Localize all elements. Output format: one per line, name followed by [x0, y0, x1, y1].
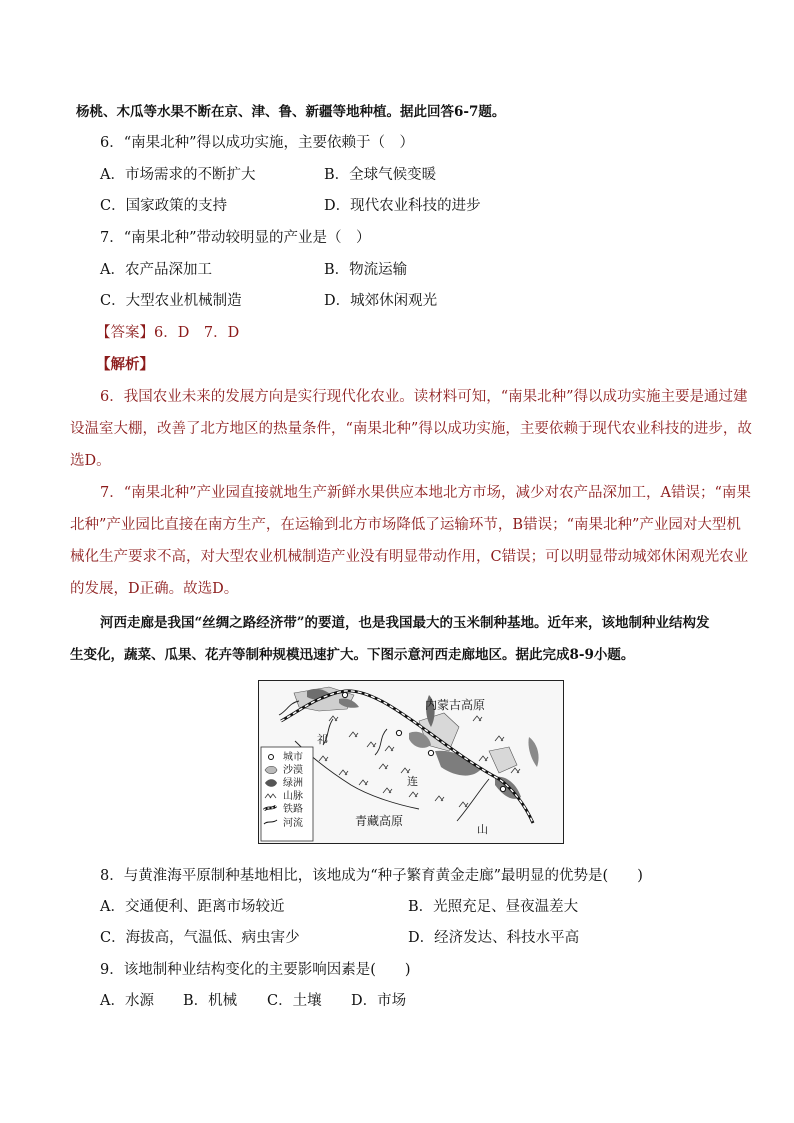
- legend-city: 城市: [283, 752, 303, 763]
- q7-option-c: C．大型农业机械制造: [100, 293, 242, 309]
- legend-river: 河流: [283, 818, 303, 829]
- answer-line: 【答案】6．D 7．D: [96, 325, 240, 341]
- q6-option-b: B．全球气候变暖: [324, 167, 437, 183]
- legend-oasis: 绿洲: [283, 778, 303, 789]
- q6-option-d: D．现代农业科技的进步: [324, 198, 481, 214]
- q9-stem: 9．该地制种业结构变化的主要影响因素是( ): [100, 962, 411, 978]
- material-line-2: 生变化，蔬菜、瓜果、花卉等制种规模迅速扩大。下图示意河西走廊地区。据此完成8-9小题。: [70, 647, 635, 663]
- q6-option-a: A．市场需求的不断扩大: [100, 167, 256, 183]
- q9-option-d: D．市场: [351, 993, 407, 1009]
- q8-option-c: C．海拔高，气温低、病虫害少: [100, 930, 300, 946]
- q8-option-b: B．光照充足、昼夜温差大: [408, 899, 579, 915]
- mountain-label-qi: 祁: [317, 733, 328, 746]
- region-label-qinghai-tibet: 青藏高原: [355, 814, 404, 828]
- legend-desert: 沙漠: [283, 765, 303, 776]
- intro-text: 杨桃、木瓜等水果不断在京、津、鲁、新疆等地种植。据此回答6-7题。: [76, 104, 506, 120]
- q8-stem: 8．与黄淮海平原制种基地相比，该地成为“种子繁育黄金走廊”最明显的优势是( ): [100, 868, 643, 884]
- q9-option-a: A．水源: [100, 993, 154, 1009]
- q7-option-a: A．农产品深加工: [100, 262, 212, 278]
- mountain-label-lian: 连: [407, 775, 418, 788]
- legend-railway: 铁路: [283, 804, 303, 815]
- mountain-label-shan: 山: [477, 823, 488, 836]
- analysis-label: 【解析】: [96, 356, 154, 373]
- exp6-line-2: 设温室大棚，改善了北方地区的热量条件，“南果北种”得以成功实施，主要依赖于现代农业科技的进步，故: [70, 421, 752, 437]
- exp7-line-3: 械化生产要求不高，对大型农业机械制造产业没有明显带动作用，C错误；可以明显带动城郊休闲观光农业: [70, 549, 749, 565]
- exp6-line-1: 6．我国农业未来的发展方向是实行现代化农业。读材料可知，“南果北种”得以成功实施主要是通过建: [100, 389, 748, 405]
- q9-option-b: B．机械: [183, 993, 238, 1009]
- q7-stem: 7．“南果北种”带动较明显的产业是（ ）: [100, 230, 371, 246]
- exp6-line-3: 选D。: [70, 453, 111, 469]
- exp7-line-4: 的发展，D正确。故选D。: [70, 581, 239, 597]
- q8-option-a: A．交通便利、距离市场较近: [100, 899, 285, 915]
- q7-option-d: D．城郊休闲观光: [324, 293, 438, 309]
- region-label-inner-mongolia: 内蒙古高原: [425, 698, 486, 712]
- q6-option-c: C．国家政策的支持: [100, 198, 228, 214]
- material-line-1: 河西走廊是我国“丝绸之路经济带”的要道，也是我国最大的玉米制种基地。近年来，该地制种业结构发: [100, 615, 710, 631]
- q7-option-b: B．物流运输: [324, 262, 408, 278]
- q8-option-d: D．经济发达、科技水平高: [408, 930, 580, 946]
- exp7-line-2: 北种”产业园比直接在南方生产，在运输到北方市场降低了运输环节，B错误；“南果北种”产业园对大型机: [70, 517, 741, 533]
- q6-stem: 6．“南果北种”得以成功实施，主要依赖于（ ）: [100, 135, 415, 151]
- q9-option-c: C．土壤: [267, 993, 322, 1009]
- exp7-line-1: 7．“南果北种”产业园直接就地生产新鲜水果供应本地北方市场，减少对农产品深加工，A错误；“南果: [100, 485, 751, 501]
- hexi-corridor-map: [258, 680, 564, 844]
- legend-mountain: 山脉: [283, 791, 303, 802]
